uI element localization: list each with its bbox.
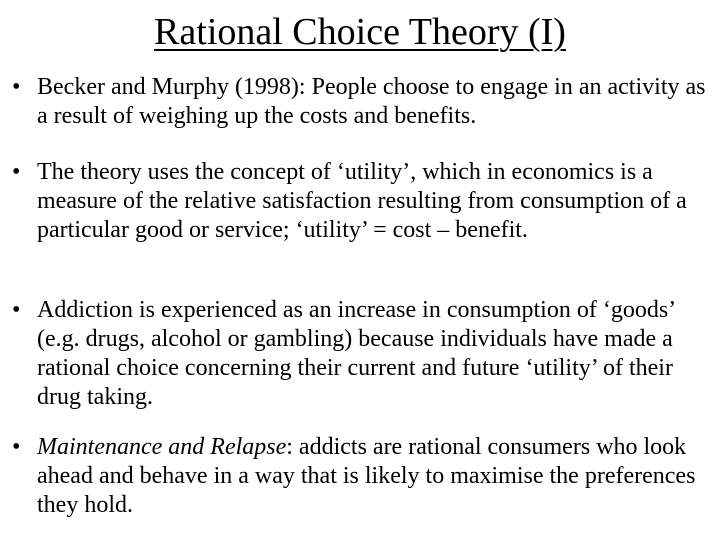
bullet-item — [12, 73, 712, 131]
bullet-item — [12, 158, 712, 245]
bullet-dot-icon: • — [12, 74, 21, 100]
bullet-dot-icon: • — [12, 297, 21, 323]
bullet-text-rest: : addicts are rational consumers who look ahead and behave in a way that is likely to maximise the preferences they hold. — [37, 434, 696, 518]
bullet-text: Addiction is experienced as an increase in consumption of ‘goods’ (e.g. drugs, alcohol or gambling) because individuals have made a rational choice concerning their current and future ‘utility’ of their drug taking. — [37, 297, 675, 410]
bullet-dot-icon: • — [12, 159, 21, 185]
bullet-text: The theory uses the concept of ‘utility’, which in economics is a measure of the relative satisfaction resulting from consumption of a particular good or service; ‘utility’ = cost – benefit. — [37, 159, 687, 243]
bullet-text: Becker and Murphy (1998): People choose to engage in an activity as a result of weighing up the costs and benefits. — [37, 74, 706, 129]
bullet-dot-icon: • — [12, 434, 21, 460]
bullet-item — [12, 433, 712, 520]
bullet-lead-emphasis: Maintenance and Relapse — [37, 434, 287, 460]
bullet-item — [12, 296, 712, 412]
bullet-text — [37, 433, 712, 520]
slide-title: Rational Choice Theory (I) — [154, 11, 566, 53]
